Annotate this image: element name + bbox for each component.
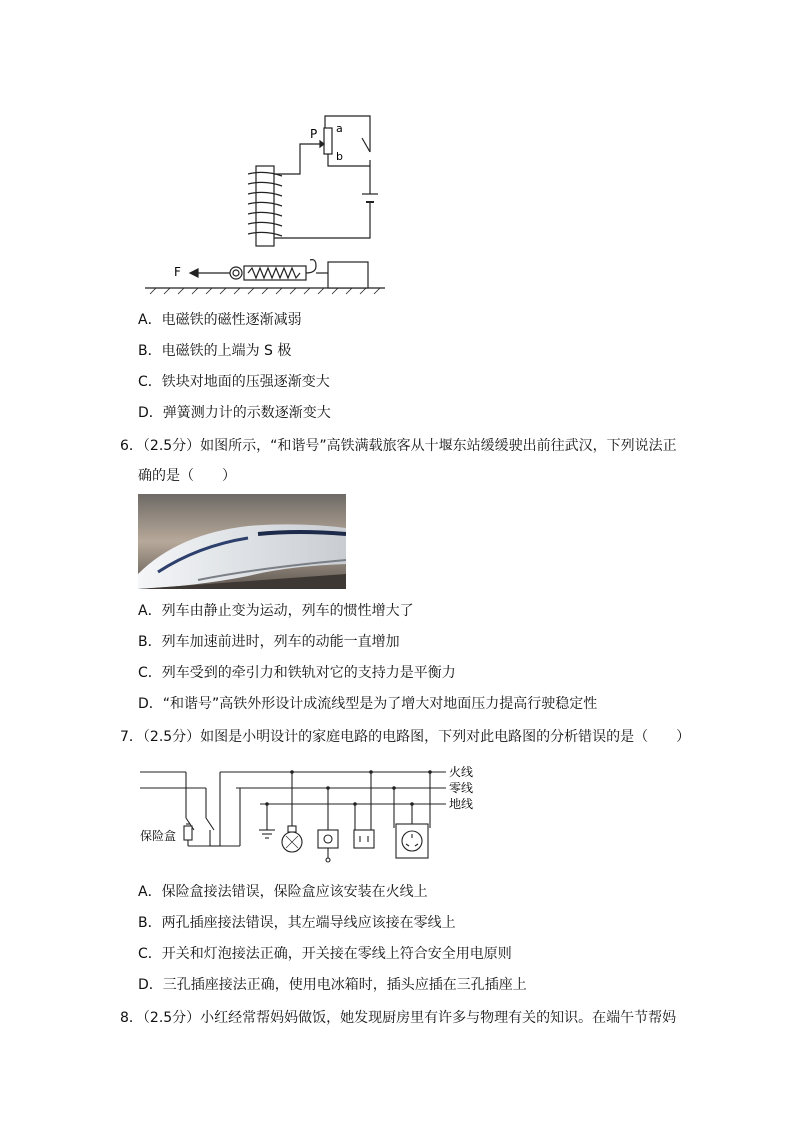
train-photo <box>138 494 346 589</box>
label-neutral-wire: 零线 <box>449 781 474 795</box>
q6-stem-line2: 确的是（ ） <box>138 468 236 484</box>
q6-stem-line1: 6．（2.5分）如图所示，“和谐号”高铁满载旅客从十堰东站缓缓驶出前往武汉，下列说法正 <box>120 438 677 454</box>
electromagnet-figure <box>140 108 390 298</box>
label-b: b <box>336 150 343 163</box>
q8-stem-line1: 8．（2.5分）小红经常帮妈妈做饭，她发现厨房里有许多与物理有关的知识。在端午节帮妈 <box>120 1010 677 1026</box>
q7-option-a: A．保险盒接法错误，保险盒应该安装在火线上 <box>138 884 428 900</box>
q5-option-b: B．电磁铁的上端为 S 极 <box>138 343 292 359</box>
q7-stem-line1: 7．（2.5分）如图是小明设计的家庭电路的电路图，下列对此电路图的分析错误的是（ ） <box>120 729 691 745</box>
label-a: a <box>336 122 343 135</box>
q5-option-c: C．铁块对地面的压强逐渐变大 <box>138 374 330 390</box>
label-fuse-box: 保险盒 <box>140 829 177 843</box>
label-live-wire: 火线 <box>449 765 474 779</box>
q6-option-c: C．列车受到的牵引力和铁轨对它的支持力是平衡力 <box>138 665 456 681</box>
q7-option-c: C．开关和灯泡接法正确，开关接在零线上符合安全用电原则 <box>138 946 512 962</box>
q6-option-d: D．“和谐号”高铁外形设计成流线型是为了增大对地面压力提高行驶稳定性 <box>138 696 598 712</box>
q6-option-a: A．列车由静止变为运动，列车的惯性增大了 <box>138 603 414 619</box>
q6-option-b: B．列车加速前进时，列车的动能一直增加 <box>138 634 400 650</box>
label-f: F <box>174 265 181 279</box>
household-circuit-figure <box>130 758 490 868</box>
label-p: P <box>310 127 318 141</box>
label-ground-wire: 地线 <box>449 797 474 811</box>
q5-option-d: D．弹簧测力计的示数逐渐变大 <box>138 405 331 421</box>
q7-option-d: D．三孔插座接法正确，使用电冰箱时，插头应插在三孔插座上 <box>138 977 527 993</box>
q7-option-b: B．两孔插座接法错误，其左端导线应该接在零线上 <box>138 915 456 931</box>
q5-option-a: A．电磁铁的磁性逐渐减弱 <box>138 312 302 328</box>
